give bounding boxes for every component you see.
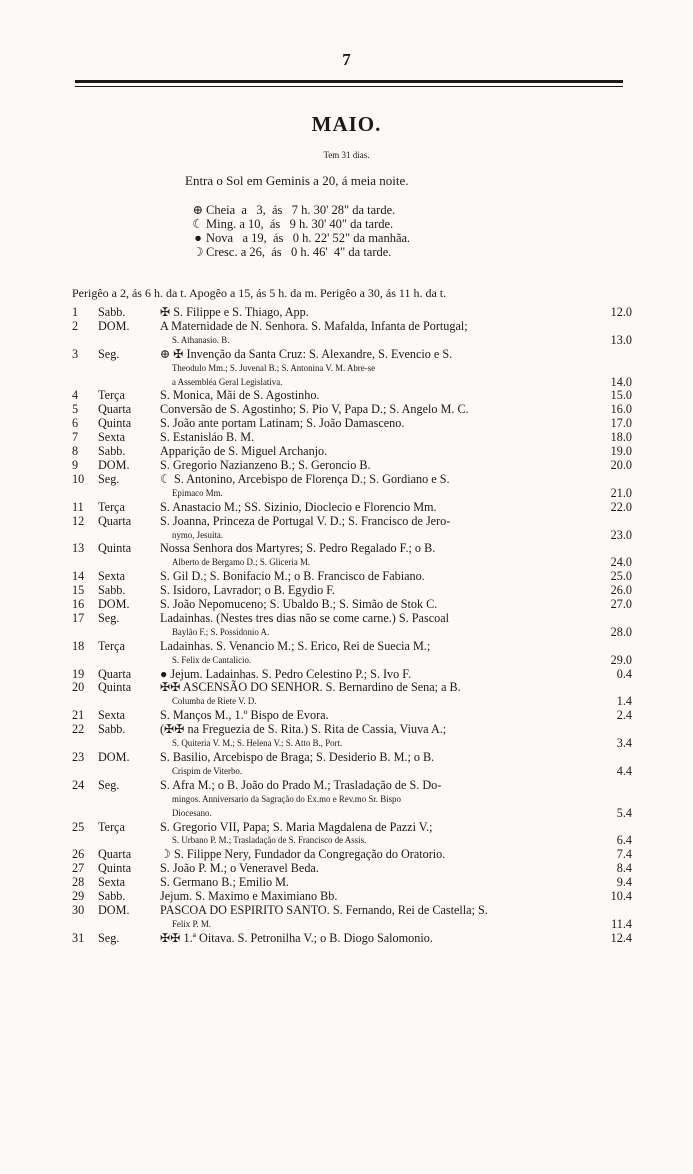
calendar-entry (72, 306, 632, 320)
feast-line: Theodulo Mm.; S. Juvenal B.; S. Antonina V. M. Abre-se (172, 362, 376, 373)
weekday: Sexta (98, 569, 126, 584)
calendar-entry (72, 612, 632, 640)
moon-age: 29.0 (610, 652, 632, 667)
calendar-entry (72, 668, 632, 682)
page-number: 7 (342, 50, 351, 69)
feast-line: S. João Nepomuceno; S. Ubaldo B.; S. Simão de Stok C. (160, 597, 438, 612)
moon-age: 16.0 (610, 402, 632, 417)
day-number: 22 (72, 722, 85, 737)
feast-text (160, 668, 584, 682)
moon-age: 12.4 (610, 930, 632, 945)
feast-text (160, 681, 584, 709)
moon-age: 9.4 (616, 875, 632, 890)
feast-line: Columba de Riete V. D. (172, 696, 257, 707)
feast-line: (✠✠ na Freguezia de S. Rita.) S. Rita de Cassia, Viuva A.; (160, 722, 447, 737)
calendar-entries (72, 306, 632, 946)
calendar-entry (72, 751, 632, 779)
feast-line: nymo, Jesuita. (172, 529, 224, 540)
moon-age: 4.4 (616, 763, 632, 778)
feast-text (160, 431, 584, 445)
weekday: Terça (98, 499, 125, 514)
feast-text (160, 612, 584, 640)
feast-line: Alberto de Bergamo D.; S. Gliceria M. (172, 557, 311, 568)
calendar-entry (72, 709, 632, 723)
day-number: 12 (72, 513, 85, 528)
moon-age: 25.0 (610, 569, 632, 584)
moon-age: 21.0 (610, 485, 632, 500)
day-number: 13 (72, 541, 85, 556)
feast-text (160, 751, 584, 779)
weekday: Quinta (98, 861, 132, 876)
feast-line: Conversão de S. Agostinho; S. Pio V, Papa D.; S. Angelo M. C. (160, 402, 469, 417)
moon-age: 26.0 (610, 583, 632, 598)
calendar-entry (72, 779, 632, 821)
weekday: DOM. (98, 318, 130, 333)
feast-text (160, 501, 584, 515)
feast-line: ● Jejum. Ladainhas. S. Pedro Celestino P.; S. Ivo F. (160, 666, 412, 681)
full-moon-icon: ⊕ (192, 203, 204, 217)
feast-text (160, 723, 584, 751)
feast-line: S. Afra M.; o B. João do Prado M.; Trasladação de S. Do- (160, 777, 442, 792)
calendar-entry (72, 389, 632, 403)
moon-age: 8.4 (616, 861, 632, 876)
moon-age: 20.0 (610, 457, 632, 472)
moon-phase-label: Nova a 19, ás 0 h. 22' 52" da manhãa. (206, 231, 411, 245)
day-number: 31 (72, 930, 85, 945)
feast-line: A Maternidade de N. Senhora. S. Mafalda, Infanta de Portugal; (160, 318, 468, 333)
moon-age: 10.4 (610, 889, 632, 904)
feast-text (160, 904, 584, 932)
day-number: 27 (72, 861, 85, 876)
feast-line: Jejum. S. Maximo e Maximiano Bb. (160, 889, 338, 904)
feast-line: S. Monica, Mãi de S. Agostinho. (160, 388, 320, 403)
weekday: Quarta (98, 666, 132, 681)
weekday: Terça (98, 638, 125, 653)
moon-age: 5.4 (616, 805, 632, 820)
calendar-entry (72, 501, 632, 515)
header-rule-thick (75, 80, 623, 83)
last-quarter-icon: ☾ (192, 217, 204, 231)
weekday: Sabb. (98, 583, 126, 598)
moon-age: 1.4 (616, 694, 632, 709)
day-number: 29 (72, 889, 85, 904)
feast-text (160, 459, 584, 473)
weekday: Terça (98, 388, 125, 403)
weekday: Terça (98, 819, 125, 834)
day-number: 21 (72, 708, 85, 723)
moon-age: 0.4 (616, 666, 632, 681)
calendar-entry (72, 417, 632, 431)
feast-text (160, 709, 584, 723)
day-number: 15 (72, 583, 85, 598)
calendar-entry (72, 876, 632, 890)
moon-phase-row (190, 245, 410, 259)
day-number: 2 (72, 318, 79, 333)
calendar-entry (72, 821, 632, 849)
weekday: Seg. (98, 777, 120, 792)
feast-line: S. Felix de Cantalicio. (172, 654, 252, 665)
calendar-entry (72, 904, 632, 932)
feast-text (160, 876, 584, 890)
feast-line: S. Anastacio M.; SS. Sizinio, Dioclecio e Florencio Mm. (160, 499, 437, 514)
day-number: 4 (72, 388, 79, 403)
feast-line: S. Isidoro, Lavrador; o B. Egydio F. (160, 583, 336, 598)
feast-line: S. Gil D.; S. Bonifacio M.; o B. Francisco de Fabiano. (160, 569, 425, 584)
feast-line: PASCOA DO ESPIRITO SANTO. S. Fernando, Rei de Castella; S. (160, 902, 488, 917)
moon-phases (190, 203, 410, 259)
moon-phase-row (190, 217, 410, 231)
moon-age: 23.0 (610, 527, 632, 542)
weekday: Seg. (98, 471, 120, 486)
weekday: DOM. (98, 902, 130, 917)
feast-text (160, 821, 584, 849)
day-number: 19 (72, 666, 85, 681)
feast-line: ⊕ ✠ Invenção da Santa Cruz: S. Alexandre, S. Evencio e S. (160, 346, 453, 361)
moon-age: 11.4 (611, 916, 632, 931)
feast-line: ☽ S. Filippe Nery, Fundador da Congregação do Oratorio. (160, 847, 446, 862)
moon-age: 6.4 (616, 833, 632, 848)
moon-age: 12.0 (610, 305, 632, 319)
day-number: 17 (72, 610, 85, 625)
perigee-line: Perigêo a 2, ás 6 h. da t. Apogêo a 15, ás 5 h. da m. Perigêo a 30, ás 11 h. da t. (72, 286, 447, 300)
feast-line: S. Urbano P. M.; Trasladação de S. Francisco de Assis. (172, 835, 367, 846)
moon-age: 2.4 (616, 708, 632, 723)
feast-text (160, 542, 584, 570)
feast-line: mingos. Anniversario da Sagração do Ex.mo e Rev.mo Sr. Bispo (172, 793, 401, 804)
feast-line: ✠ S. Filippe e S. Thiago, App. (160, 305, 309, 319)
moon-age: 24.0 (610, 555, 632, 570)
feast-line: S. Estanisláo B. M. (160, 430, 255, 445)
weekday: Sexta (98, 430, 126, 445)
weekday: Sabb. (98, 722, 126, 737)
feast-text (160, 890, 584, 904)
feast-text (160, 417, 584, 431)
moon-age: 27.0 (610, 597, 632, 612)
calendar-entry (72, 848, 632, 862)
day-number: 28 (72, 875, 85, 890)
moon-age: 18.0 (610, 430, 632, 445)
feast-line: Epimaco Mm. (172, 487, 223, 498)
feast-line: S. João ante portam Latinam; S. João Damasceno. (160, 416, 405, 431)
moon-age: 22.0 (610, 499, 632, 514)
weekday: Quinta (98, 680, 132, 695)
day-number: 25 (72, 819, 85, 834)
weekday: Sabb. (98, 305, 126, 319)
weekday: Seg. (98, 930, 120, 945)
day-number: 16 (72, 597, 85, 612)
feast-text (160, 848, 584, 862)
feast-line: Baylão F.; S. Possidonio A. (172, 626, 270, 637)
day-number: 5 (72, 402, 79, 417)
moon-age: 28.0 (610, 624, 632, 639)
day-number: 9 (72, 457, 79, 472)
feast-text (160, 306, 584, 320)
moon-age: 15.0 (610, 388, 632, 403)
day-number: 11 (72, 499, 84, 514)
calendar-entry (72, 570, 632, 584)
moon-age: 3.4 (616, 736, 632, 751)
feast-line: S. Germano B.; Emilio M. (160, 875, 289, 890)
day-number: 3 (72, 346, 79, 361)
moon-phase-label: Cheia a 3, ás 7 h. 30' 28" da tarde. (206, 203, 396, 217)
weekday: Quinta (98, 416, 132, 431)
first-quarter-icon: ☽ (192, 245, 204, 259)
calendar-entry (72, 431, 632, 445)
feast-text (160, 584, 584, 598)
feast-text (160, 389, 584, 403)
feast-line: Apparição de S. Miguel Archanjo. (160, 444, 328, 459)
weekday: DOM. (98, 597, 130, 612)
day-number: 14 (72, 569, 85, 584)
feast-line: S. Manços M., 1.º Bispo de Evora. (160, 708, 329, 723)
feast-line: ✠✠ ASCENSÃO DO SENHOR. S. Bernardino de Sena; a B. (160, 680, 461, 695)
moon-age: 17.0 (610, 416, 632, 431)
day-number: 7 (72, 430, 79, 445)
sun-entry: Entra o Sol em Geminis a 20, á meia noite. (185, 173, 409, 188)
day-number: 24 (72, 777, 85, 792)
calendar-entry (72, 473, 632, 501)
weekday: DOM. (98, 750, 130, 764)
calendar-entry (72, 320, 632, 348)
feast-line: Ladainhas. S. Venancio M.; S. Erico, Rei de Suecia M.; (160, 638, 431, 653)
day-number: 8 (72, 444, 79, 459)
day-number: 26 (72, 847, 85, 862)
day-number: 6 (72, 416, 79, 431)
feast-line: S. João P. M.; o Veneravel Beda. (160, 861, 319, 876)
day-number: 23 (72, 750, 85, 764)
weekday: Quarta (98, 513, 132, 528)
weekday: Seg. (98, 346, 120, 361)
weekday: Seg. (98, 610, 120, 625)
day-number: 1 (72, 305, 79, 319)
feast-text (160, 570, 584, 584)
moon-age: 19.0 (610, 444, 632, 459)
weekday: Sexta (98, 875, 126, 890)
calendar-entry (72, 403, 632, 417)
feast-line: a Assembléa Geral Legislativa. (172, 376, 283, 387)
header-rule-thin (75, 86, 623, 87)
calendar-entry (72, 584, 632, 598)
feast-line: Ladainhas. (Nestes tres dias não se come carne.) S. Pascoal (160, 610, 450, 625)
new-moon-icon: ● (194, 231, 202, 245)
calendar-entry (72, 445, 632, 459)
moon-phase-row (190, 203, 410, 217)
calendar-entry (72, 459, 632, 473)
day-number: 30 (72, 902, 85, 917)
feast-line: Nossa Senhora dos Martyres; S. Pedro Regalado F.; o B. (160, 541, 436, 556)
calendar-entry (72, 890, 632, 904)
feast-line: Diocesano. (172, 807, 212, 818)
feast-line: S. Gregorio VII, Papa; S. Maria Magdalena de Pazzi V.; (160, 819, 433, 834)
feast-line: S. Athanasio. B. (172, 334, 230, 345)
feast-text (160, 779, 584, 821)
moon-phase-label: Ming. a 10, ás 9 h. 30' 40" da tarde. (206, 217, 394, 231)
weekday: Sabb. (98, 444, 126, 459)
calendar-entry (72, 598, 632, 612)
weekday: Quarta (98, 402, 132, 417)
feast-line: Crispim de Viterbo. (172, 765, 243, 776)
moon-phase-label: Cresc. a 26, ás 0 h. 46' 4" da tarde. (206, 245, 392, 259)
feast-text (160, 445, 584, 459)
feast-text (160, 473, 584, 501)
feast-line: ☾ S. Antonino, Arcebispo de Florença D.; S. Gordiano e S. (160, 471, 450, 486)
moon-age: 13.0 (610, 332, 632, 347)
weekday: Sabb. (98, 889, 126, 904)
moon-age: 7.4 (616, 847, 632, 862)
feast-line: S. Gregorio Nazianzeno B.; S. Geroncio B. (160, 457, 371, 472)
feast-text (160, 598, 584, 612)
day-number: 18 (72, 638, 85, 653)
calendar-entry (72, 862, 632, 876)
day-number: 20 (72, 680, 85, 695)
feast-line: ✠✠ 1.ª Oitava. S. Petronilha V.; o B. Diogo Salomonio. (160, 930, 433, 945)
feast-text (160, 320, 584, 348)
feast-line: S. Basilio, Arcebispo de Braga; S. Desiderio B. M.; o B. (160, 750, 435, 764)
calendar-entry (72, 932, 632, 946)
feast-text (160, 862, 584, 876)
feast-line: S. Quiteria V. M.; S. Helena V.; S. Atto B., Port. (172, 738, 343, 749)
day-number: 10 (72, 471, 85, 486)
feast-text (160, 348, 584, 390)
moon-age: 14.0 (610, 374, 632, 389)
weekday: Quinta (98, 541, 132, 556)
feast-line: Felix P. M. (172, 918, 211, 929)
month-title: MAIO. (311, 112, 382, 136)
weekday: Quarta (98, 847, 132, 862)
calendar-entry (72, 723, 632, 751)
calendar-entry (72, 681, 632, 709)
feast-text (160, 932, 584, 946)
moon-phase-row (190, 231, 410, 245)
weekday: DOM. (98, 457, 130, 472)
month-subtitle: Tem 31 dias. (323, 150, 370, 160)
feast-text (160, 640, 584, 668)
calendar-entry (72, 542, 632, 570)
calendar-entry (72, 515, 632, 543)
feast-text (160, 515, 584, 543)
feast-line: S. Joanna, Princeza de Portugal V. D.; S. Francisco de Jero- (160, 513, 451, 528)
calendar-entry (72, 348, 632, 390)
feast-text (160, 403, 584, 417)
calendar-entry (72, 640, 632, 668)
weekday: Sexta (98, 708, 126, 723)
